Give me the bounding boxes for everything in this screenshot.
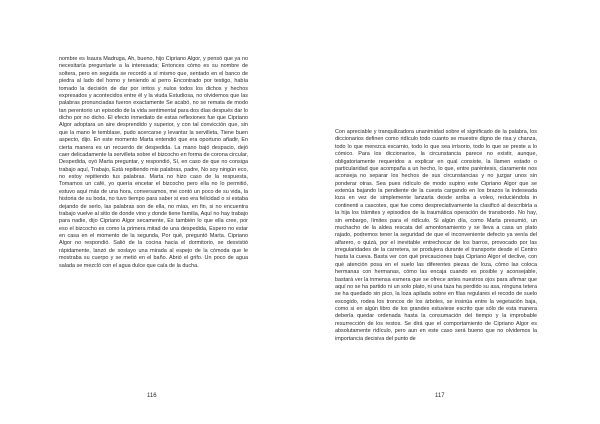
right-page-number: 117: [435, 393, 445, 399]
right-page-body-text: Con apreciable y tranquilizadora unanimidad sobre el significado de la palabra, los diccionarios definen como ridículo todo cuanto se muestre digno de risa y chanza, todo lo que merezca escarnio, todo lo que sea irrisorio, todo lo que se preste a lo cómico. Para los diccionarios, la circunstancia parece no existir, aunque, obligatoriamente requeridos a explicar en qual consiste, la llamen estado o particularidad que acompaña a un hecho, lo que, entre paréntesis, claramente nos aconseja no separar los hechos de sus circunstancias y no juzgar unos sin ponderar otras. Sea pues ridículo de modo supino este Cipriano Algor que se extenúa bajando la pendiente de la cuesta cargando en los brazos la indeseada loza en vez de simplemente lanzarla desde arriba a voleo, reduciéndola in continenti a cascotes, que fue como despreciativamente la clasificó al describirla a la hija los trámites y episodios de la traumática operación de transbordo. No hay, sin embargo, límites para el ridículo. Si algún día, como Marta presumió, un muchacho de la aldea rescata del amontonamiento y se lleva a casa un plato rajado, podremos tener la seguridad de que el inconveniente defecto ya venía del alfarero, o quizá, por el inevitable entrechocar de los barros, provocado por las irregularidades de la carretera, se produjera durante el transporte desde el Centro hasta la cueva. Basta ver con qué precauciones baja Cipriano Algor el declive, con qué atención posa en el suelo las diferentes piezas de loza, cómo las coloca hermanas con hermanas, cómo las encaja cuando es posible y aconsejable, bastará ver la inmensa esmera que se ofrece antes nuestros ojos para afirmar que aquí no se ha partido ni un solo plato, ni una taza ha perdido su asa, ninguna tetera se ha quedado sin pico, la loza apilada sobre en filas regulares el recodo de suelo escogido, rodea los troncos de los árboles, se insinúa entre la vegetación baja, como si en algún libro de los grandes estuviese escrito que sólo de esta manera debería quedar ordenada hasta la consumación del tiempo y la improbable resurrección de los restos. Se dirá que el comportamiento de Cipriano Algor es absolutamente ridículo, pero aun en este caso será bueno que no olvidemos la importancia decisiva del punto de: [335, 129, 537, 342]
left-page-body-text: nombre es Isaura Madruga, Ah, bueno, hijo Cipriano Algor, y pensó que ya no necesitaría preguntarle a la interesada; Entonces cómo es su nombre de soltera, pero en seguida se recordó a sí mismo que, sentado en el banco de piedra al lado del horno y teniendo al perro Encontrado por testigo, había tomado la decisión de dar por irritos y nulos todos los dichos y hechos expresados y acontecidos entre él y la viuda Estudiosa, no olvidemos que las palabras pronunciadas fueron exactamente Se acabó, no se remata de modo tan perentorio un episodio de la vida sentimental para dos días después dar lo dicho por no dicho. El efecto inmediato de estas reflexiones fue que Cipriano Algor adoptara un aire desprendido y superior, y con tal convicción que, sin que la mano le temblase, pudo acercarse y levantar la servilleta, Tiene buen aspecto, dijo. En este momento Marta entendió que era oportuno añadir, En cierta manera es un recuerdo de despedida. La mano bajó despacio, dejó caer delicadamente la servilleta sobre el bizcocho en forma de corona circular, Despedida, oyó Marta preguntar, y respondió, Sí, en caso de que no consiga trabajo aquí, Trabajo, Está repitiendo mis palabras, padre, No soy ningún eco, no estoy repitiendo tus palabras. Marta no hizo caso de la respuesta, Tomamos un café, yo quería encetar el bizcocho pero ella no lo permitió, estuvo aquí más de una hora, conversamos, me contó un poco de su vida, la historia de su boda, no tuvo tiempo para saber si eso era felicidad o si estaba dejando de serlo, las palabras son de ella, no mías, en fin, si no encuentra trabajo vuelve al sitio de donde vino y donde tiene familia, Aquí no hay trabajo para nadie, dijo Cipriano Algor secamente, Es también lo que ella cree, por eso el bizcocho es como la primera mitad de una despedida, Espero no estar en casa en el momento de la segunda, Por qué, preguntó Marta. Cipriano Algor no respondió. Salió de la cocina hacia el dormitorio, se desvistió rápidamente, lanzó de soslayo una mirada al espejo de la cómoda que le mostraba su cuerpo y se metió en el baño. Abrió el grifo. Un poco de agua salada se mezcló con el agua dulce que caía de la ducha.: [59, 56, 248, 269]
left-page-number: 116: [147, 393, 157, 399]
right-page: [300, 0, 600, 424]
